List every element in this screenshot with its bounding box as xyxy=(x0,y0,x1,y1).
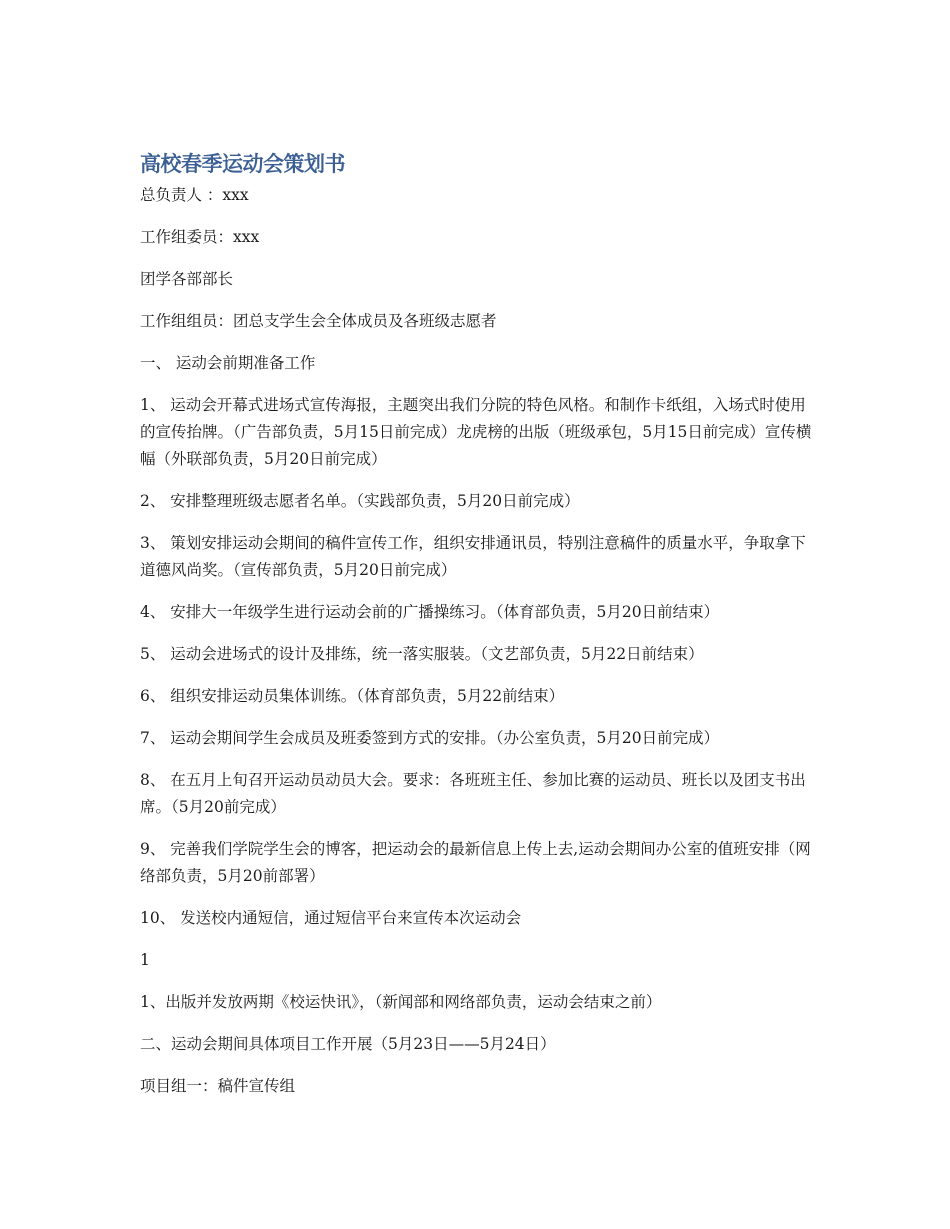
list-item-6: 6、 组织安排运动员集体训练。（体育部负责，5月22前结束） xyxy=(140,687,565,705)
document-body xyxy=(140,148,815,1115)
section-heading-during-games: 二、运动会期间具体项目工作开展（5月23日——5月24日） xyxy=(140,1035,556,1053)
paragraph-committee: 工作组委员：xxx xyxy=(140,228,260,246)
list-item-10: 10、 发送校内通短信，通过短信平台来宣传本次运动会 xyxy=(140,909,522,927)
section-heading-preparation: 一、 运动会前期准备工作 xyxy=(140,354,316,372)
list-item-3: 3、 策划安排运动会期间的稿件宣传工作，组织安排通讯员，特别注意稿件的质量水平，争取拿下道德风尚奖。（宣传部负责，5月20日前完成） xyxy=(140,534,806,579)
paragraph-chief: 总负责人 ：xxx xyxy=(140,186,249,204)
paragraph-members: 工作组组员：团总支学生会全体成员及各班级志愿者 xyxy=(140,312,497,330)
paragraph-ministers: 团学各部部长 xyxy=(140,270,234,288)
list-item-7: 7、 运动会期间学生会成员及班委签到方式的安排。（办公室负责，5月20日前完成） xyxy=(140,729,720,747)
page-number: 1 xyxy=(140,951,150,969)
document-title: 高校春季运动会策划书 xyxy=(140,152,345,176)
list-item-9: 9、 完善我们学院学生会的博客，把运动会的最新信息上传上去,运动会期间办公室的值班安排（网络部负责，5月20前部署） xyxy=(140,840,811,885)
list-item-2: 2、 安排整理班级志愿者名单。（实践部负责，5月20日前完成） xyxy=(140,492,580,510)
list-item-5: 5、 运动会进场式的设计及排练，统一落实服装。（文艺部负责，5月22日前结束） xyxy=(140,645,704,663)
list-item-8: 8、 在五月上旬召开运动员动员大会。要求：各班班主任、参加比赛的运动员、班长以及团支书出席。（5月20前完成） xyxy=(140,771,806,816)
list-item-4: 4、 安排大一年级学生进行运动会前的广播操练习。（体育部负责，5月20日前结束） xyxy=(140,603,720,621)
list-item-newsletter: 1、出版并发放两期《校运快讯》，（新闻部和网络部负责，运动会结束之前） xyxy=(140,993,662,1011)
list-item-1: 1、 运动会开幕式进场式宣传海报，主题突出我们分院的特色风格。和制作卡纸组，入场式时使用的宣传抬牌。（广告部负责，5月15日前完成）龙虎榜的出版（班级承包，5月15日前完成）宣传横幅（外联部负责，5月20日前完成） xyxy=(140,396,812,468)
project-group-one: 项目组一：稿件宣传组 xyxy=(140,1077,296,1095)
